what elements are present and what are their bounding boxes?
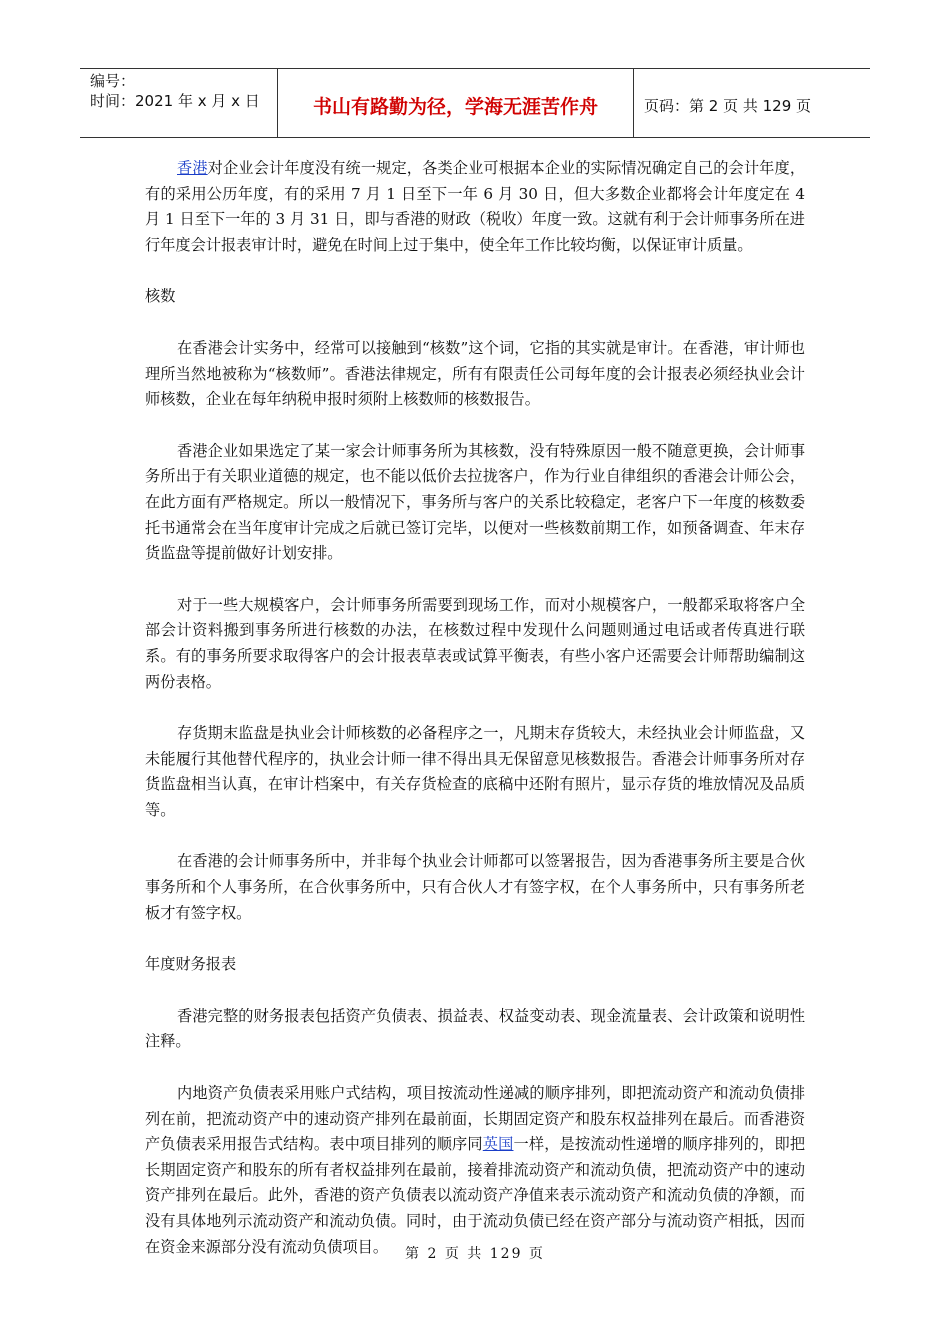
paragraph-audit-definition: 在香港会计实务中，经常可以接触到“核数”这个词，它指的其实就是审计。在香港，审计师也理所当然地被称为“核数师”。香港法律规定，所有有限责任公司每年度的会计报表必须经执业会计师核数，企业在每年纳税申报时须附上核数师的核数报告。 [145,338,805,409]
document-body [145,156,805,1286]
document-number-label: 编号： [90,72,136,90]
paragraph-inventory-count: 存货期末监盘是执业会计师核数的必备程序之一，凡期末存货较大，未经执业会计师监盘，又未能履行其他替代程序的，执业会计师一律不得出具无保留意见核数报告。香港会计师事务所对存货监盘相当认真，在审计档案中，有关存货检查的底稿中还附有照片，显示存货的堆放情况及品质等。 [145,724,805,819]
link-hongkong[interactable]: 香港 [177,159,208,177]
paragraph-fiscal-year-text: 对企业会计年度没有统一规定，各类企业可根据本企业的实际情况确定自己的会计年度，有的采用公历年度，有的采用 7 月 1 日至下一年 6 月 30 日，但大多数企业都将会计年度定在 4 月 1 日至下一年的 3 月 31 日，即与香港的财政（税收）年度一致。这就有利于会计师事务所在进行年度会计报表审计时，避免在时间上过于集中，使全年工作比较均衡，以保证审计质量。 [145,159,805,254]
paragraph-signing-authority: 在香港的会计师事务所中，并非每个执业会计师都可以签署报告，因为香港事务所主要是合伙事务所和个人事务所，在合伙事务所中，只有合伙人才有签字权，在个人事务所中，只有事务所老板才有签字权。 [145,852,805,922]
paragraph-balance-sheet [145,1081,805,1260]
paragraph-fiscal-year [145,156,805,258]
page-header [80,68,870,138]
paragraph-statement-components: 香港完整的财务报表包括资产负债表、损益表、权益变动表、现金流量表、会计政策和说明性注释。 [145,1006,805,1051]
header-page-number: 页码：第 2 页 共 129 页 [644,96,812,115]
header-info-cell [80,69,278,137]
link-uk[interactable]: 英国 [482,1135,514,1154]
document-date-label: 时间：2021 年 x 月 x 日 [90,92,260,110]
header-motto: 书山有路勤为径，学海无涯苦作舟 [278,69,634,137]
page-footer: 第 2 页 共 129 页 [405,1246,545,1262]
heading-annual-statements: 年度财务报表 [145,955,237,974]
paragraph-audit-fieldwork: 对于一些大规模客户，会计师事务所需要到现场工作，而对小规模客户，一般都采取将客户全部会计资料搬到事务所进行核数的办法，在核数过程中发现什么问题则通过电话或者传真进行联系。有的事务所要求取得客户的会计报表草表或试算平衡表，有些小客户还需要会计师帮助编制这两份表格。 [145,595,805,691]
paragraph-balance-sheet-text-b: 一样，是按流动性递增的顺序排列的，即把长期固定资产和股东的所有者权益排列在最前，接着排流动资产和流动负债，把流动资产中的速动资产排列在最后。此外，香港的资产负债表以流动资产净值来表示流动资产和流动负债的净额，而没有具体地列示流动资产和流动负债。同时，由于流动负债已经在资产部分与流动资产相抵，因而在资金来源部分没有流动负债项目。 [145,1135,806,1256]
paragraph-audit-firm-selection: 香港企业如果选定了某一家会计师事务所为其核数，没有特殊原因一般不随意更换，会计师事务所出于有关职业道德的规定，也不能以低价去拉拢客户，作为行业自律组织的香港会计师公会，在此方面有严格规定。所以一般情况下，事务所与客户的关系比较稳定，老客户下一年度的核数委托书通常会在当年度审计完成之后就已签订完毕，以便对一些核数前期工作，如预备调查、年末存货监盘等提前做好计划安排。 [145,441,805,563]
paragraph-balance-sheet-text-a: 内地资产负债表采用账户式结构，项目按流动性递减的顺序排列，即把流动资产和流动负债排列在前，把流动资产中的速动资产排列在最前面，长期固定资产和股东权益排列在最后。而香港资产负债表采用报告式结构。表中项目排列的顺序同 [145,1084,805,1154]
heading-audit: 核数 [145,287,176,306]
